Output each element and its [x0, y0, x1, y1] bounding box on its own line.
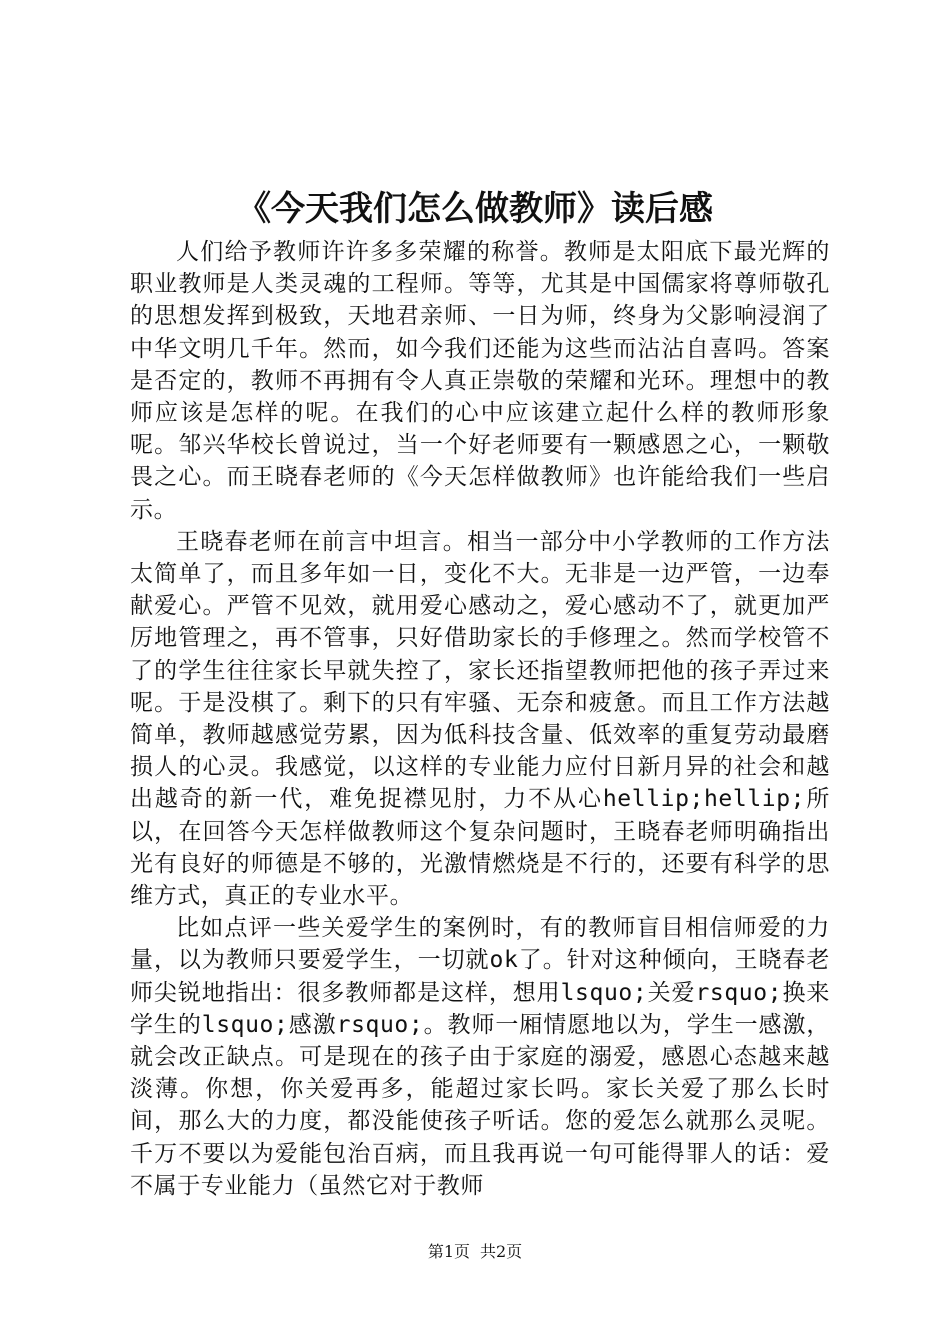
- paragraph: 人们给予教师许许多多荣耀的称誉。教师是太阳底下最光辉的职业教师是人类灵魂的工程师。等等，尤其是中国儒家将尊师敬孔的思想发挥到极致，天地君亲师、一日为师，终身为父影响浸润了中华文明几千年。然而，如今我们还能为这些而沾沾自喜吗。答案是否定的，教师不再拥有令人真正崇敬的荣耀和光环。理想中的教师应该是怎样的呢。在我们的心中应该建立起什么样的教师形象呢。邹兴华校长曾说过，当一个好老师要有一颗感恩之心，一颗敬畏之心。而王晓春老师的《今天怎样做教师》也许能给我们一些启示。: [130, 239, 830, 523]
- document-title: 《今天我们怎么做教师》读后感: [237, 189, 713, 229]
- page-number: 第1页: [427, 1242, 470, 1261]
- paragraph: 比如点评一些关爱学生的案例时，有的教师盲目相信师爱的力量，以为教师只要爱学生，一切就ok了。针对这种倾向，王晓春老师尖锐地指出：很多教师都是这样，想用lsquo;关爱rsquo;换来学生的lsquo;感激rsquo;。教师一厢情愿地以为，学生一感激，就会改正缺点。可是现在的孩子由于家庭的溺爱，感恩心态越来越淡薄。你想，你关爱再多，能超过家长吗。家长关爱了那么长时间，那么大的力度，都没能使孩子听话。您的爱怎么就那么灵呢。千万不要以为爱能包治百病，而且我再说一句可能得罪人的话：爱不属于专业能力（虽然它对于教师: [130, 915, 830, 1199]
- page-footer: [0, 1240, 950, 1264]
- paragraph: 王晓春老师在前言中坦言。相当一部分中小学教师的工作方法太简单了，而且多年如一日，变化不大。无非是一边严管，一边奉献爱心。严管不见效，就用爱心感动之，爱心感动不了，就更加严厉地管理之，再不管事，只好借助家长的手修理之。然而学校管不了的学生往往家长早就失控了，家长还指望教师把他的孩子弄过来呢。于是没棋了。剩下的只有牢骚、无奈和疲惫。而且工作方法越简单，教师越感觉劳累，因为低科技含量、低效率的重复劳动最磨损人的心灵。我感觉，以这样的专业能力应付日新月异的社会和越出越奇的新一代，难免捉襟见肘，力不从心hellip;hellip;所以，在回答今天怎样做教师这个复杂问题时，王晓春老师明确指出光有良好的师德是不够的，光激情燃烧是不行的，还要有科学的思维方式，真正的专业水平。: [130, 528, 830, 910]
- document-body: [130, 236, 830, 1202]
- page-total: 共2页: [480, 1242, 523, 1261]
